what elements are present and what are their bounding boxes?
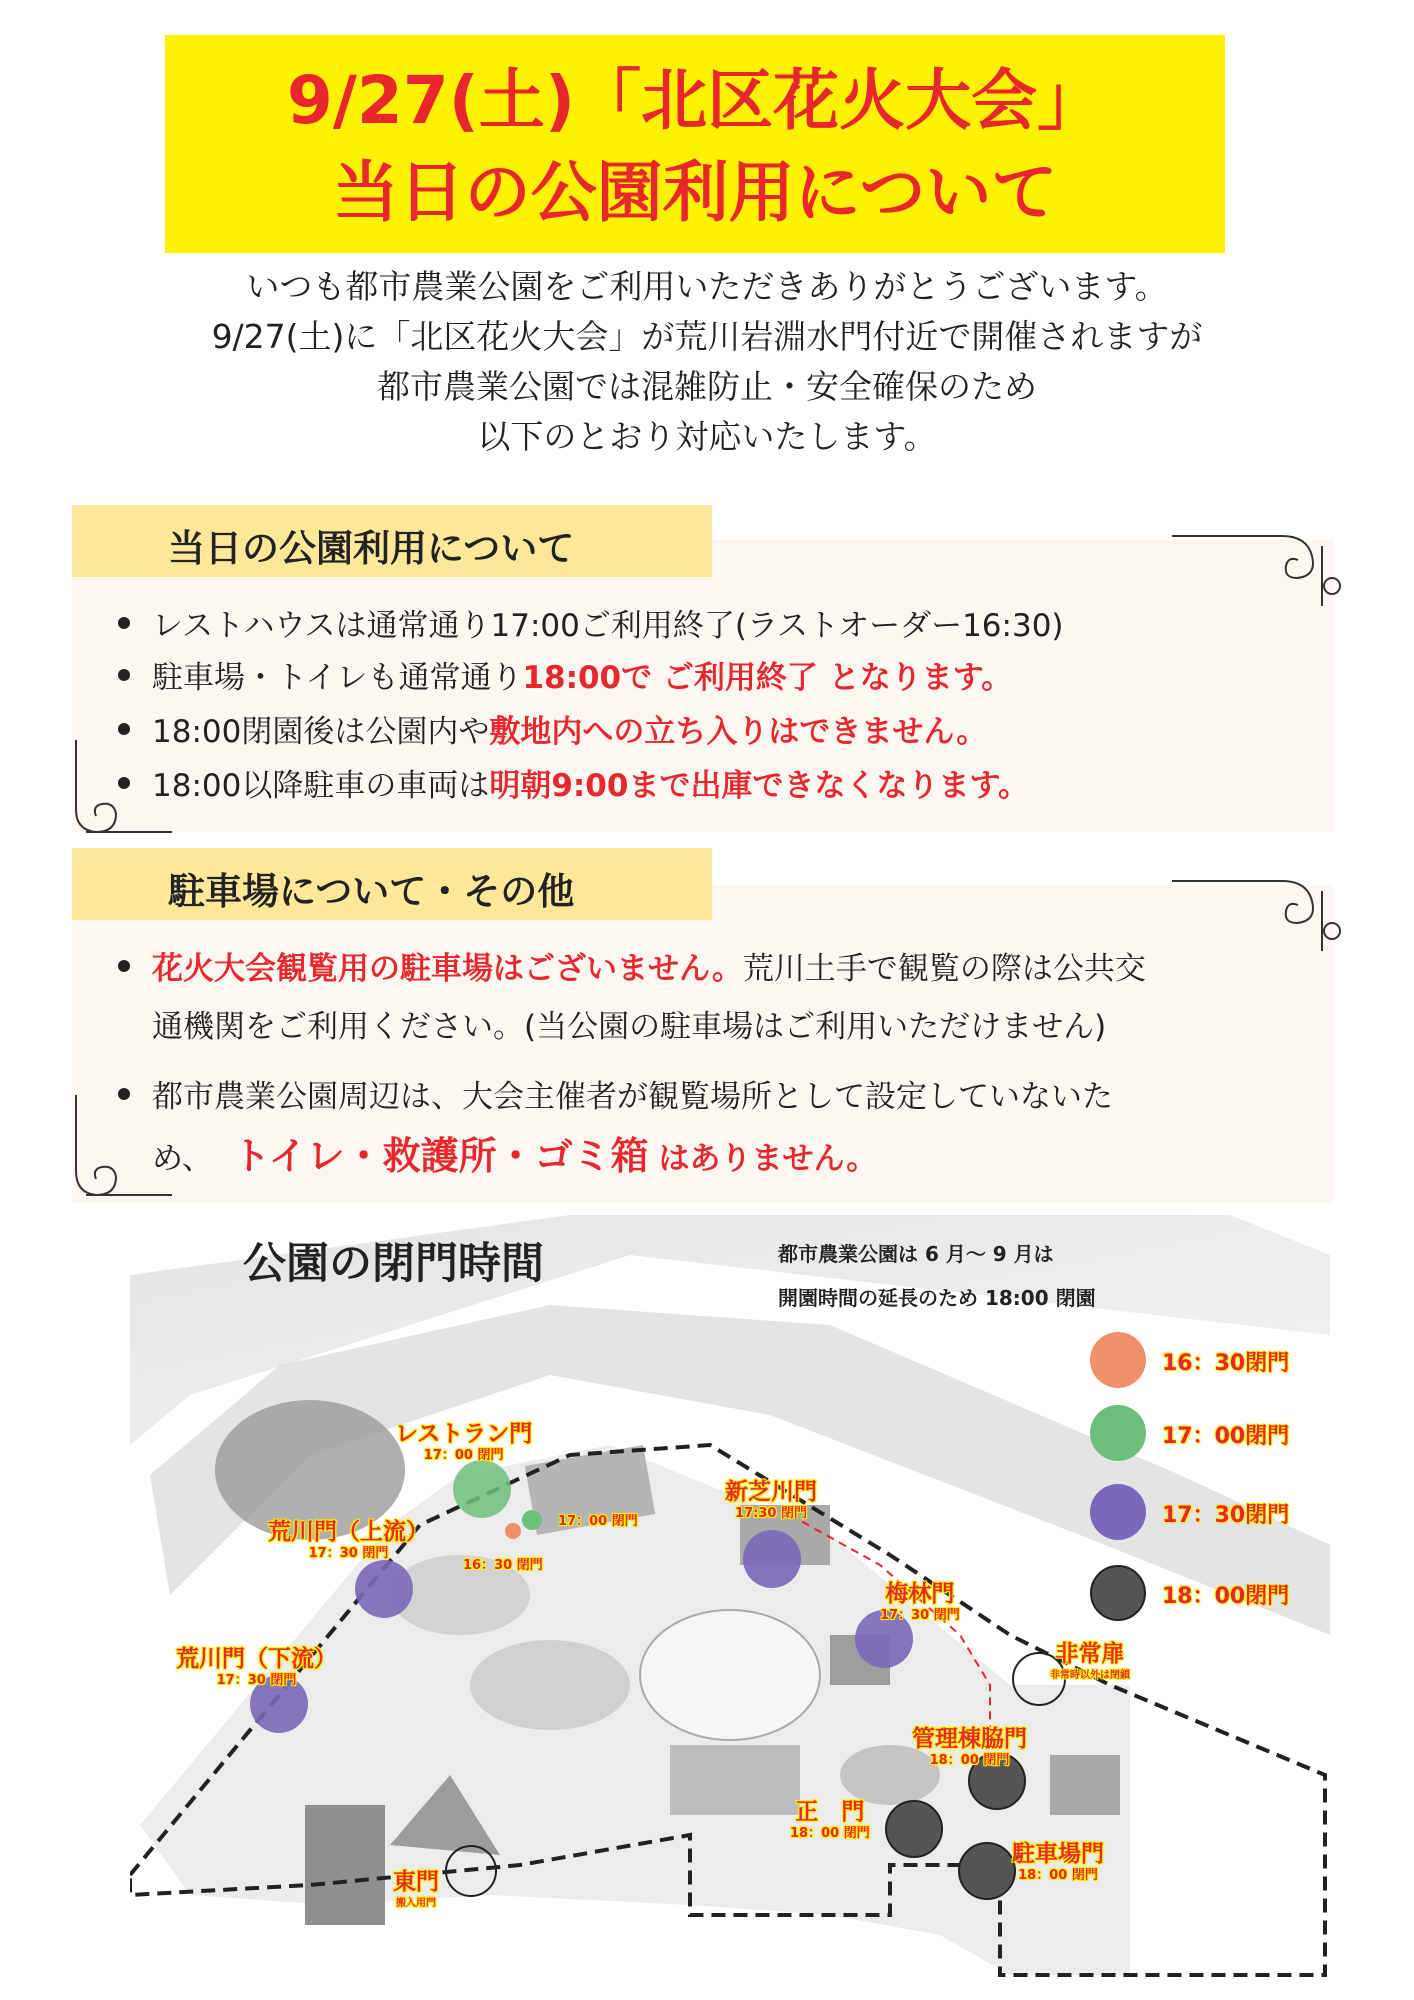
- gate-marker-parking: [958, 1842, 1016, 1900]
- list-item: 駐車場・トイレも通常通り18:00で ご利用終了 となります。: [152, 652, 1012, 697]
- legend-label: 16：30閉門: [1162, 1351, 1290, 1376]
- map-title: 公園の閉門時間: [243, 1239, 544, 1289]
- gate-marker-arakawa-up: [355, 1560, 413, 1618]
- list-item-continued: 通機関をご利用ください。(当公園の駐車場はご利用いただけません): [152, 1009, 1107, 1045]
- gate-marker-east: [445, 1845, 497, 1897]
- map-note: [778, 1232, 1096, 1320]
- list-item: 花火大会観覧用の駐車場はございません。荒川土手で観覧の際は公共交: [152, 943, 1146, 988]
- gate-label-restaurant: レストラン門 17：00 閉門: [395, 1421, 533, 1463]
- intro-line-2: 9/27(土)に「北区花火大会」が荒川岩淵水門付近で開催されますが: [211, 317, 1203, 356]
- list-item: 18:00以降駐車の車両は明朝9:00まで出庫できなくなります。: [152, 760, 1029, 805]
- section2-heading: 駐車場について・その他: [168, 870, 575, 913]
- gate-label-rest-small1: 17：00 閉門: [558, 1514, 638, 1529]
- gate-marker-main: [885, 1800, 943, 1858]
- gate-marker-shinshiba: [743, 1530, 801, 1588]
- section2-panel: [72, 885, 1334, 1203]
- legend-circle-icon: [1090, 1405, 1146, 1461]
- legend-item-1630: [1090, 1332, 1350, 1392]
- legend-circle-icon: [1090, 1332, 1146, 1388]
- list-item: 都市農業公園周辺は、大会主催者が観覧場所として設定していないた: [152, 1071, 1113, 1116]
- section1-heading-tab: [72, 505, 712, 577]
- corner-ornament-icon: [1172, 526, 1342, 626]
- gate-label-parking: 駐車場門 18：00 閉門: [1012, 1841, 1104, 1883]
- list-item: レストハウスは通常通り17:00ご利用終了(ラストオーダー16:30): [152, 600, 1064, 645]
- gate-label-rest-small2: 16：30 閉門: [463, 1558, 543, 1573]
- gate-label-bairin: 梅林門 17：30 閉門: [880, 1581, 960, 1623]
- gate-label-main: 正 門 18：00 閉門: [790, 1799, 870, 1841]
- legend-item-1730: [1090, 1484, 1350, 1544]
- list-item: 18:00閉園後は公園内や敷地内への立ち入りはできません。: [152, 706, 987, 751]
- legend-item-1700: [1090, 1405, 1350, 1465]
- gate-label-shinshiba: 新芝川門 17:30 閉門: [725, 1479, 817, 1521]
- legend-label: 18：00閉門: [1162, 1584, 1290, 1609]
- gate-label-kanri: 管理棟脇門 18：00 閉門: [912, 1726, 1027, 1768]
- section2-heading-tab: [72, 848, 712, 920]
- intro-line-4: 以下のとおり対応いたします。: [477, 417, 937, 456]
- intro-line-3: 都市農業公園では混雑防止・安全確保のため: [377, 367, 1037, 406]
- gate-label-emergency: 非常扉 非常時以外は閉鎖: [1050, 1641, 1130, 1681]
- gate-marker-small-orange: [505, 1523, 521, 1539]
- legend-circle-icon: [1090, 1565, 1146, 1621]
- intro-text: [0, 262, 1414, 462]
- list-item-continued: め、 トイレ・救護所・ゴミ箱 はありません。: [152, 1134, 878, 1178]
- title-line-1: 9/27(土)「北区花火大会」: [286, 62, 1104, 139]
- title-banner: [165, 35, 1225, 253]
- map-note-line-2: 開園時間の延長のため 18:00 閉園: [778, 1286, 1096, 1310]
- map-note-line-1: 都市農業公園は 6 月～ 9 月は: [778, 1242, 1054, 1266]
- corner-ornament-icon: [1172, 871, 1342, 971]
- gate-label-east: 東門 搬入用門: [393, 1869, 439, 1909]
- gate-marker-restaurant: [453, 1460, 511, 1518]
- title-line-2: 当日の公園利用について: [332, 154, 1058, 231]
- gate-label-arakawa-up: 荒川門（上流） 17：30 閉門: [268, 1519, 429, 1561]
- gate-label-arakawa-down: 荒川門（下流） 17：30 閉門: [176, 1646, 337, 1688]
- section1-panel: [72, 540, 1334, 832]
- section1-heading: 当日の公園利用について: [168, 527, 575, 570]
- legend-label: 17：30閉門: [1162, 1503, 1290, 1528]
- intro-line-1: いつも都市農業公園をご利用いただきありがとうございます。: [246, 267, 1168, 306]
- legend-label: 17：00閉門: [1162, 1424, 1290, 1449]
- legend-circle-icon: [1090, 1484, 1146, 1540]
- gate-marker-small-green: [522, 1510, 542, 1530]
- legend-item-1800: [1090, 1565, 1350, 1625]
